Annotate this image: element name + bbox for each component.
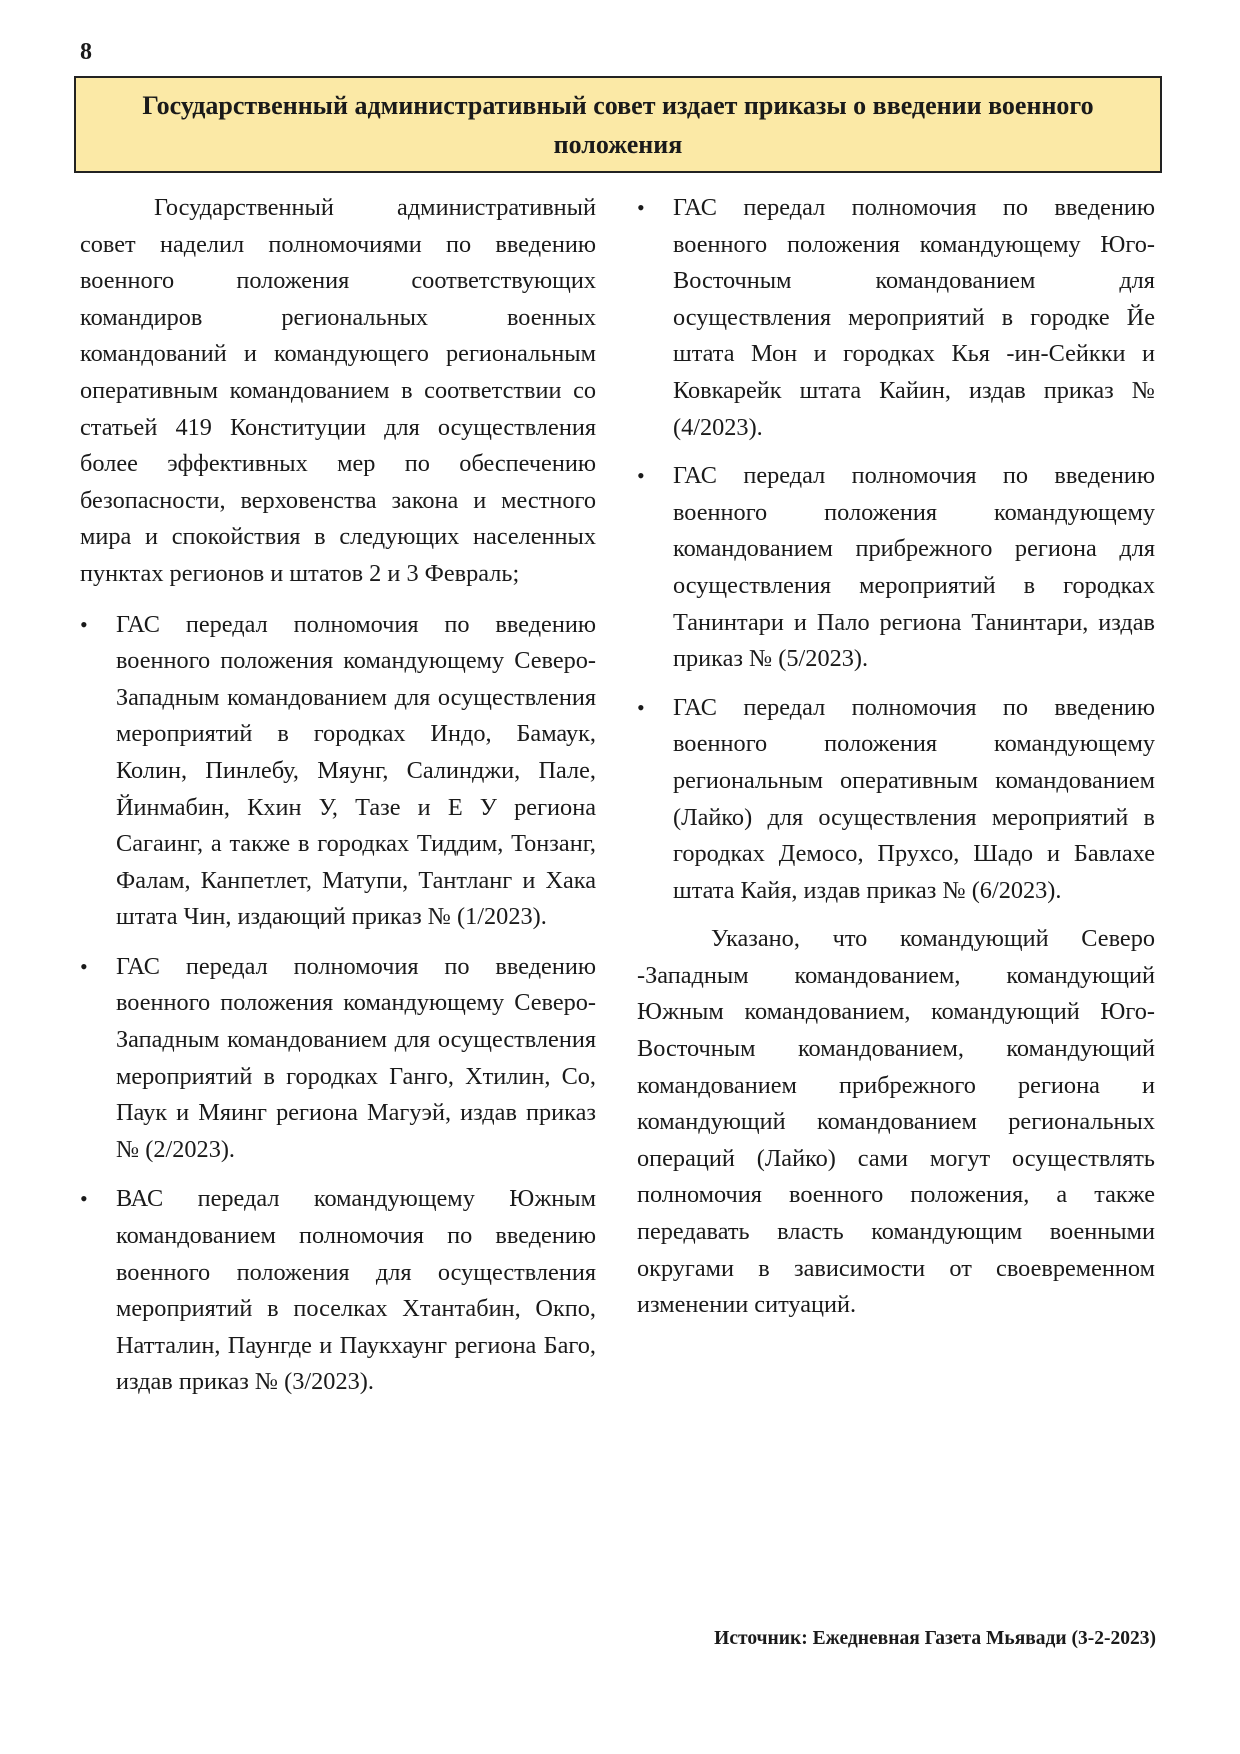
list-item: • ГАС передал полномочия по введению военного положения командующему командованием прибрежного региона для осуществления мероприятий в городках Танинтари и Пало региона Танинтари, издав приказ № (5/2023). xyxy=(637,458,1155,678)
list-item: • ГАС передал полномочия по введению военного положения командующему региональным оперативным командованием (Лайко) для осуществления мероприятий в городках Демосо, Прухсо, Шадо и Бавлахе штата Кайя, издав приказ № (6/2023). xyxy=(637,690,1155,910)
headline: Государственный административный совет издает приказы о введении военного положения xyxy=(142,90,1094,159)
right-column xyxy=(637,190,1155,1324)
intro-paragraph: Государственный административный совет наделил полномочиями по введению военного положения соответствующих командиров региональных военных командований и командующего региональным оперативным командованием в соответствии со статьей 419 Конституции для осуществления более эффективных мер по обеспечению безопасности, верховенства закона и местного мира и спокойствия в следующих населенных пунктах регионов и штатов 2 и 3 Февраль; xyxy=(80,194,596,587)
right-bullet-list xyxy=(637,190,1155,909)
page-number: 8 xyxy=(80,39,92,65)
list-item: • ГАС передал полномочия по введению военного положения командующему Северо-Западным командованием для осуществления мероприятий в городках Индо, Бамаук, Колин, Пинлебу, Мяунг, Салинджи, Пале, Йинмабин, Кхин У, Тазе и Е У региона Сагаинг, а также в городках Тиддим, Тонзанг, Фалам, Канпетлет, Матупи, Тантланг и Хака штата Чин, издающий приказ № (1/2023). xyxy=(80,607,596,936)
source-credit: Источник: Ежедневная Газета Мьявади (3-2-2023) xyxy=(714,1628,1156,1649)
list-item: • ГАС передал полномочия по введению военного положения командующему Северо-Западным командованием для осуществления мероприятий в городках Ганго, Хтилин, Со, Паук и Мяинг региона Магуэй, издав приказ № (2/2023). xyxy=(80,949,596,1169)
list-item: • ВАС передал командующему Южным командованием полномочия по введению военного положения для осуществления мероприятий в поселках Хтантабин, Окпо, Натталин, Паунгде и Паукхаунг региона Баго, издав приказ № (3/2023). xyxy=(80,1181,596,1401)
left-bullet-list xyxy=(80,607,596,1401)
list-item: • ГАС передал полномочия по введению военного положения командующему Юго-Восточным командованием для осуществления мероприятий в городке Йе штата Мон и городках Кья -ин-Сейкки и Ковкарейк штата Кайин, издав приказ № (4/2023). xyxy=(637,190,1155,446)
headline-box xyxy=(74,76,1162,173)
left-column xyxy=(80,190,596,1414)
closing-paragraph: Указано, что командующий Северо -Западным командованием, командующий Южным командованием, командующий Юго-Восточным командованием, командующий командованием прибрежного региона и командующий командованием региональных операций (Лайко) сами могут осуществлять полномочия военного положения, а также передавать власть командующим военными округами в зависимости от своевременном изменении ситуаций. xyxy=(637,925,1155,1319)
